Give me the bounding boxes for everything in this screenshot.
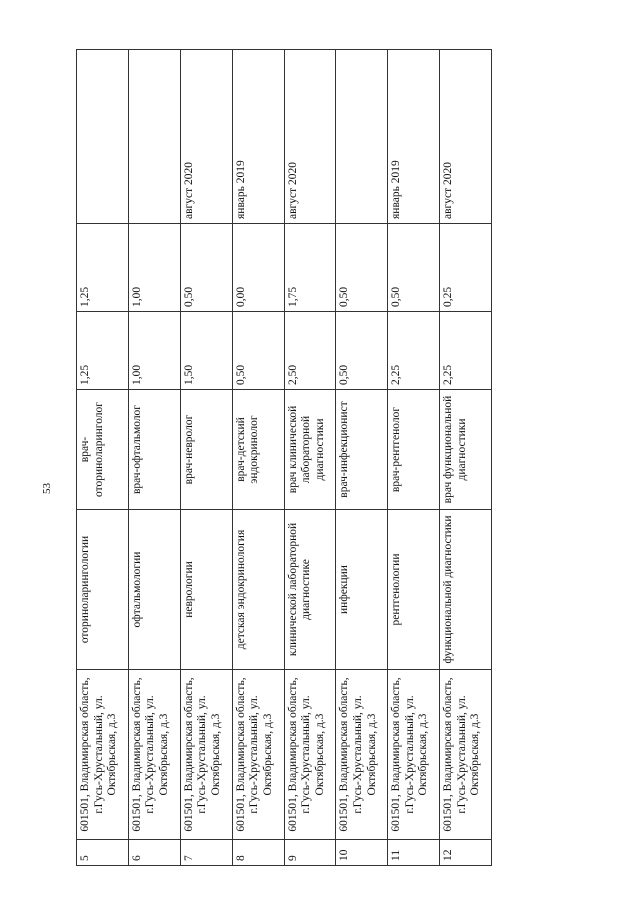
row-date: август 2020 bbox=[284, 50, 336, 224]
table-row bbox=[284, 50, 336, 866]
row-address: 601501, Владимирская область, г.Гусь-Хрустальный, ул. Октябрьская, д.3 bbox=[180, 670, 232, 840]
row-department: неврологии bbox=[180, 510, 232, 670]
table-body bbox=[77, 50, 492, 866]
row-address: 601501, Владимирская область, г.Гусь-Хрустальный, ул. Октябрьская, д.3 bbox=[388, 670, 440, 840]
row-position: врач-невролог bbox=[180, 390, 232, 510]
row-rate-total: 2,50 bbox=[284, 312, 336, 390]
row-position: врач-офтальмолог bbox=[128, 390, 180, 510]
row-position: врач-рентгенолог bbox=[388, 390, 440, 510]
row-rate-filled: 1,25 bbox=[77, 224, 129, 312]
vacancy-table bbox=[76, 49, 492, 866]
row-rate-filled: 1,00 bbox=[128, 224, 180, 312]
row-position: врач функциональной диагностики bbox=[440, 390, 492, 510]
row-department: клинической лабораторной диагностике bbox=[284, 510, 336, 670]
table-row bbox=[336, 50, 388, 866]
row-rate-filled: 0,50 bbox=[388, 224, 440, 312]
row-rate-filled: 0,50 bbox=[336, 224, 388, 312]
row-number: 7 bbox=[180, 840, 232, 866]
row-address: 601501, Владимирская область, г.Гусь-Хрустальный, ул. Октябрьская, д.3 bbox=[284, 670, 336, 840]
row-date: август 2020 bbox=[180, 50, 232, 224]
table-row bbox=[232, 50, 284, 866]
row-address: 601501, Владимирская область, г.Гусь-Хрустальный, ул. Октябрьская, д.3 bbox=[77, 670, 129, 840]
row-address: 601501, Владимирская область, г.Гусь-Хрустальный, ул. Октябрьская, д.3 bbox=[128, 670, 180, 840]
row-position: врач клинической лабораторной диагностики bbox=[284, 390, 336, 510]
row-date: январь 2019 bbox=[388, 50, 440, 224]
row-number: 9 bbox=[284, 840, 336, 866]
row-rate-total: 1,00 bbox=[128, 312, 180, 390]
row-position: врач-детский эндокринолог bbox=[232, 390, 284, 510]
row-date bbox=[77, 50, 129, 224]
table-row bbox=[77, 50, 129, 866]
row-number: 11 bbox=[388, 840, 440, 866]
row-date bbox=[336, 50, 388, 224]
table-row bbox=[128, 50, 180, 866]
row-department: инфекции bbox=[336, 510, 388, 670]
table-row bbox=[388, 50, 440, 866]
row-position: врач-оториноларинголог bbox=[77, 390, 129, 510]
row-rate-filled: 0,50 bbox=[180, 224, 232, 312]
row-number: 5 bbox=[77, 840, 129, 866]
row-number: 10 bbox=[336, 840, 388, 866]
table-row bbox=[180, 50, 232, 866]
row-rate-total: 2,25 bbox=[440, 312, 492, 390]
row-rate-total: 0,50 bbox=[336, 312, 388, 390]
row-department: рентгенологии bbox=[388, 510, 440, 670]
row-date: август 2020 bbox=[440, 50, 492, 224]
row-date: январь 2019 bbox=[232, 50, 284, 224]
row-department: оториноларингологии bbox=[77, 510, 129, 670]
row-rate-filled: 1,75 bbox=[284, 224, 336, 312]
row-rate-total: 1,25 bbox=[77, 312, 129, 390]
page-number: 53 bbox=[41, 483, 53, 494]
row-date bbox=[128, 50, 180, 224]
row-rate-filled: 0,25 bbox=[440, 224, 492, 312]
row-number: 8 bbox=[232, 840, 284, 866]
row-number: 6 bbox=[128, 840, 180, 866]
table-row bbox=[440, 50, 492, 866]
row-rate-total: 2,25 bbox=[388, 312, 440, 390]
row-department: функциональной диагностики bbox=[440, 510, 492, 670]
row-address: 601501, Владимирская область, г.Гусь-Хрустальный, ул. Октябрьская, д.3 bbox=[336, 670, 388, 840]
row-rate-filled: 0,00 bbox=[232, 224, 284, 312]
vacancy-table-rotated bbox=[76, 50, 492, 866]
row-department: офтальмологии bbox=[128, 510, 180, 670]
row-address: 601501, Владимирская область, г.Гусь-Хрустальный, ул. Октябрьская, д.3 bbox=[440, 670, 492, 840]
row-rate-total: 0,50 bbox=[232, 312, 284, 390]
row-rate-total: 1,50 bbox=[180, 312, 232, 390]
row-department: детская эндокринология bbox=[232, 510, 284, 670]
row-address: 601501, Владимирская область, г.Гусь-Хрустальный, ул. Октябрьская, д.3 bbox=[232, 670, 284, 840]
row-position: врач-инфекционист bbox=[336, 390, 388, 510]
row-number: 12 bbox=[440, 840, 492, 866]
